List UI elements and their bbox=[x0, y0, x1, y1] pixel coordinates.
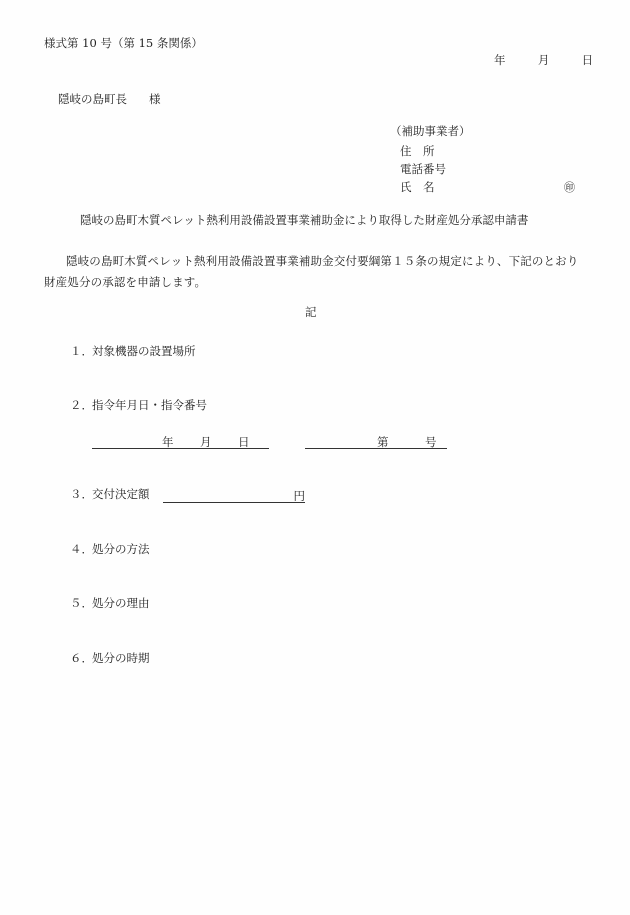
item-label: 交付決定額 bbox=[92, 487, 150, 501]
seal-icon: ㊞ bbox=[564, 181, 575, 194]
item-label: 処分の時期 bbox=[92, 651, 150, 665]
item-number: １． bbox=[70, 344, 93, 358]
order-date-field[interactable] bbox=[92, 434, 269, 449]
applicant-heading: （補助事業者） bbox=[390, 124, 471, 138]
order-number-prefix: 第 bbox=[377, 435, 389, 449]
item-disposal-timing bbox=[70, 653, 150, 665]
order-number-field[interactable] bbox=[305, 434, 447, 449]
item-installation-location bbox=[70, 346, 196, 358]
grant-amount-field[interactable] bbox=[163, 488, 305, 503]
item-number: ５． bbox=[70, 596, 93, 610]
form-number: 様式第 10 号（第 15 条関係） bbox=[44, 36, 203, 50]
addressee-honorific: 様 bbox=[149, 92, 161, 106]
order-year-label: 年 bbox=[162, 435, 174, 449]
item-disposal-method bbox=[70, 544, 150, 556]
item-label: 対象機器の設置場所 bbox=[92, 344, 196, 358]
order-month-label: 月 bbox=[200, 435, 212, 449]
item-label: 指令年月日・指令番号 bbox=[92, 398, 207, 412]
order-day-label: 日 bbox=[238, 435, 250, 449]
item-label: 処分の方法 bbox=[92, 542, 150, 556]
ki-heading: 記 bbox=[305, 305, 317, 319]
amount-unit: 円 bbox=[293, 489, 305, 503]
document-title: 隠岐の島町木質ペレット熱利用設備設置事業補助金により取得した財産処分承認申請書 bbox=[80, 213, 529, 227]
date-year-label: 年 bbox=[494, 53, 506, 67]
name-label: 氏 名 bbox=[400, 180, 435, 194]
item-number: ２． bbox=[70, 398, 93, 412]
application-date bbox=[494, 55, 593, 67]
body-text: 隠岐の島町木質ペレット熱利用設備設置事業補助金交付要綱第１５条の規定により、下記のとおり財産処分の承認を申請します。 bbox=[44, 254, 579, 289]
item-grant-amount bbox=[70, 489, 150, 501]
item-number: ４． bbox=[70, 542, 93, 556]
address-label: 住 所 bbox=[400, 144, 435, 158]
item-disposal-reason bbox=[70, 598, 150, 610]
order-number-suffix: 号 bbox=[425, 435, 437, 449]
item-number: ３． bbox=[70, 487, 93, 501]
addressee-name: 隠岐の島町長 bbox=[58, 92, 127, 106]
addressee bbox=[58, 94, 161, 106]
date-day-label: 日 bbox=[581, 53, 594, 67]
item-order-date-number bbox=[70, 400, 207, 412]
phone-label: 電話番号 bbox=[400, 162, 446, 176]
item-number: ６． bbox=[70, 651, 93, 665]
item-label: 処分の理由 bbox=[92, 596, 150, 610]
date-month-label: 月 bbox=[537, 53, 550, 67]
